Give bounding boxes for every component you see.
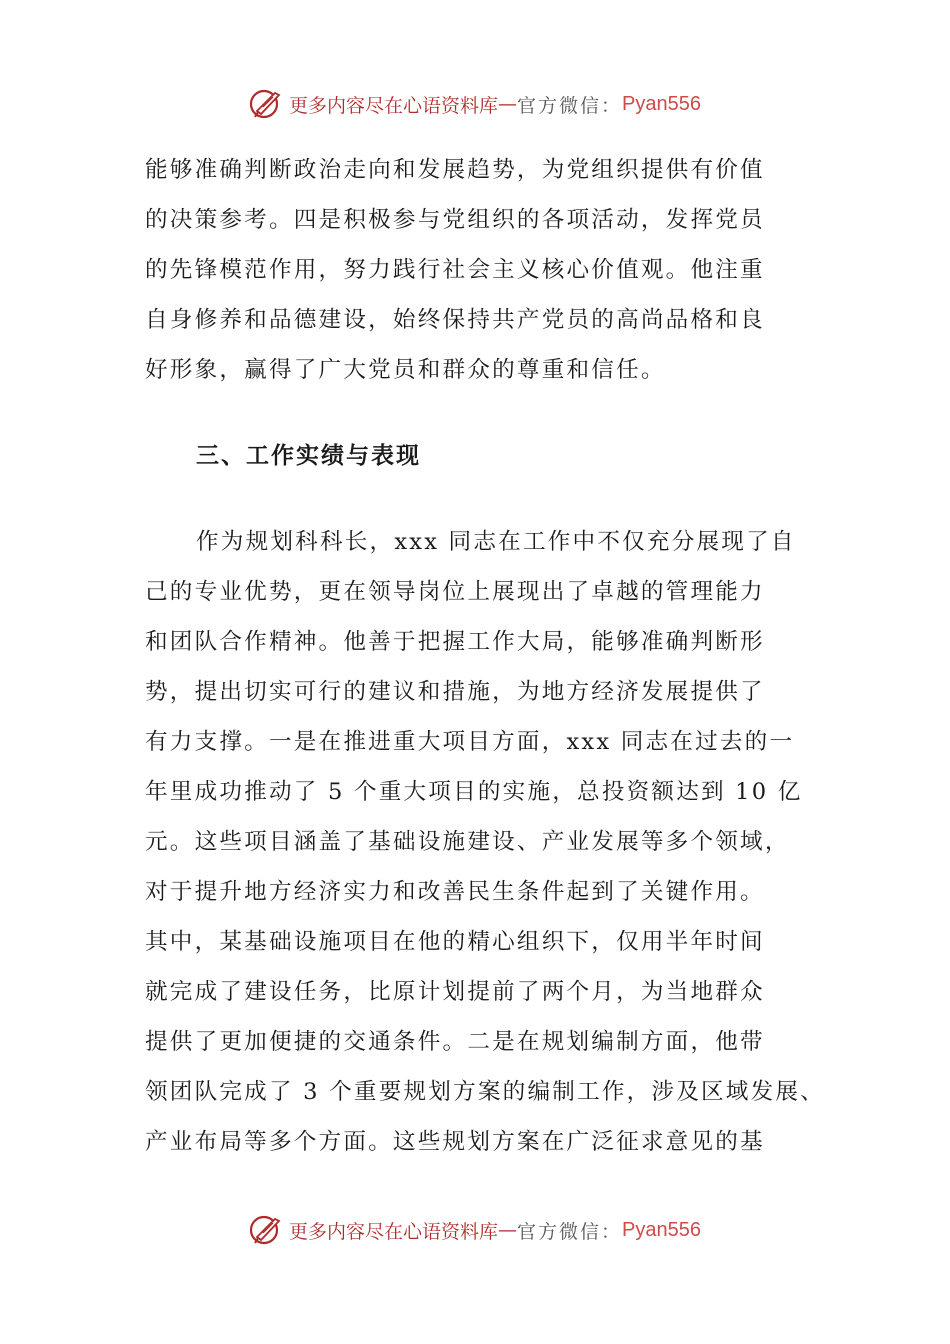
paragraph-continued [145, 145, 845, 395]
paragraph-main [145, 517, 845, 1167]
text-line: 和团队合作精神。他善于把握工作大局，能够准确判断形 [145, 629, 765, 655]
header-banner [0, 84, 950, 124]
text-line: 元。这些项目涵盖了基础设施建设、产业发展等多个领域， [145, 829, 790, 855]
text-line: 自身修养和品德建设，始终保持共产党员的高尚品格和良 [145, 307, 765, 333]
text-line: 产业布局等多个方面。这些规划方案在广泛征求意见的基 [145, 1129, 765, 1155]
banner-wechat-label: 官方微信： [517, 94, 623, 117]
text-line: 对于提升地方经济实力和改善民生条件起到了关键作用。 [145, 879, 765, 905]
banner-wechat-id: Pyan556 [622, 1218, 701, 1241]
text-line: 其中，某基础设施项目在他的精心组织下，仅用半年时间 [145, 929, 765, 955]
text-line: 的先锋模范作用，努力践行社会主义核心价值观。他注重 [145, 257, 765, 283]
text-line: 领团队完成了 3 个重要规划方案的编制工作，涉及区域发展、 [145, 1079, 825, 1105]
section-heading: 三、工作实绩与表现 [196, 443, 421, 469]
spacer [145, 395, 845, 431]
text-line: 己的专业优势，更在领导岗位上展现出了卓越的管理能力 [145, 579, 765, 605]
text-line: 年里成功推动了 5 个重大项目的实施，总投资额达到 10 亿 [145, 779, 803, 805]
text-line: 势，提出切实可行的建议和措施，为地方经济发展提供了 [145, 679, 765, 705]
text-line: 的决策参考。四是积极参与党组织的各项活动，发挥党员 [145, 207, 765, 233]
banner-separator: — [498, 93, 518, 115]
spacer [145, 481, 845, 517]
text-line: 提供了更加便捷的交通条件。二是在规划编制方面，他带 [145, 1029, 765, 1055]
text-line: 能够准确判断政治走向和发展趋势，为党组织提供有价值 [145, 157, 765, 183]
quill-logo-icon [249, 87, 283, 121]
banner-separator: — [498, 1219, 518, 1241]
document-body [145, 145, 845, 1167]
text-line: 好形象，赢得了广大党员和群众的尊重和信任。 [145, 357, 666, 383]
quill-logo-icon [249, 1213, 283, 1247]
banner-wechat-id: Pyan556 [622, 92, 701, 115]
banner-brand-text: 更多内容尽在心语资料库 [289, 94, 499, 117]
banner-brand-text: 更多内容尽在心语资料库 [289, 1220, 499, 1243]
text-line: 就完成了建设任务，比原计划提前了两个月，为当地群众 [145, 979, 765, 1005]
banner-wechat-label: 官方微信： [517, 1220, 623, 1243]
text-line: 有力支撑。一是在推进重大项目方面，xxx 同志在过去的一 [145, 729, 795, 755]
text-line: 作为规划科科长，xxx 同志在工作中不仅充分展现了自 [196, 529, 796, 555]
footer-banner [0, 1210, 950, 1250]
